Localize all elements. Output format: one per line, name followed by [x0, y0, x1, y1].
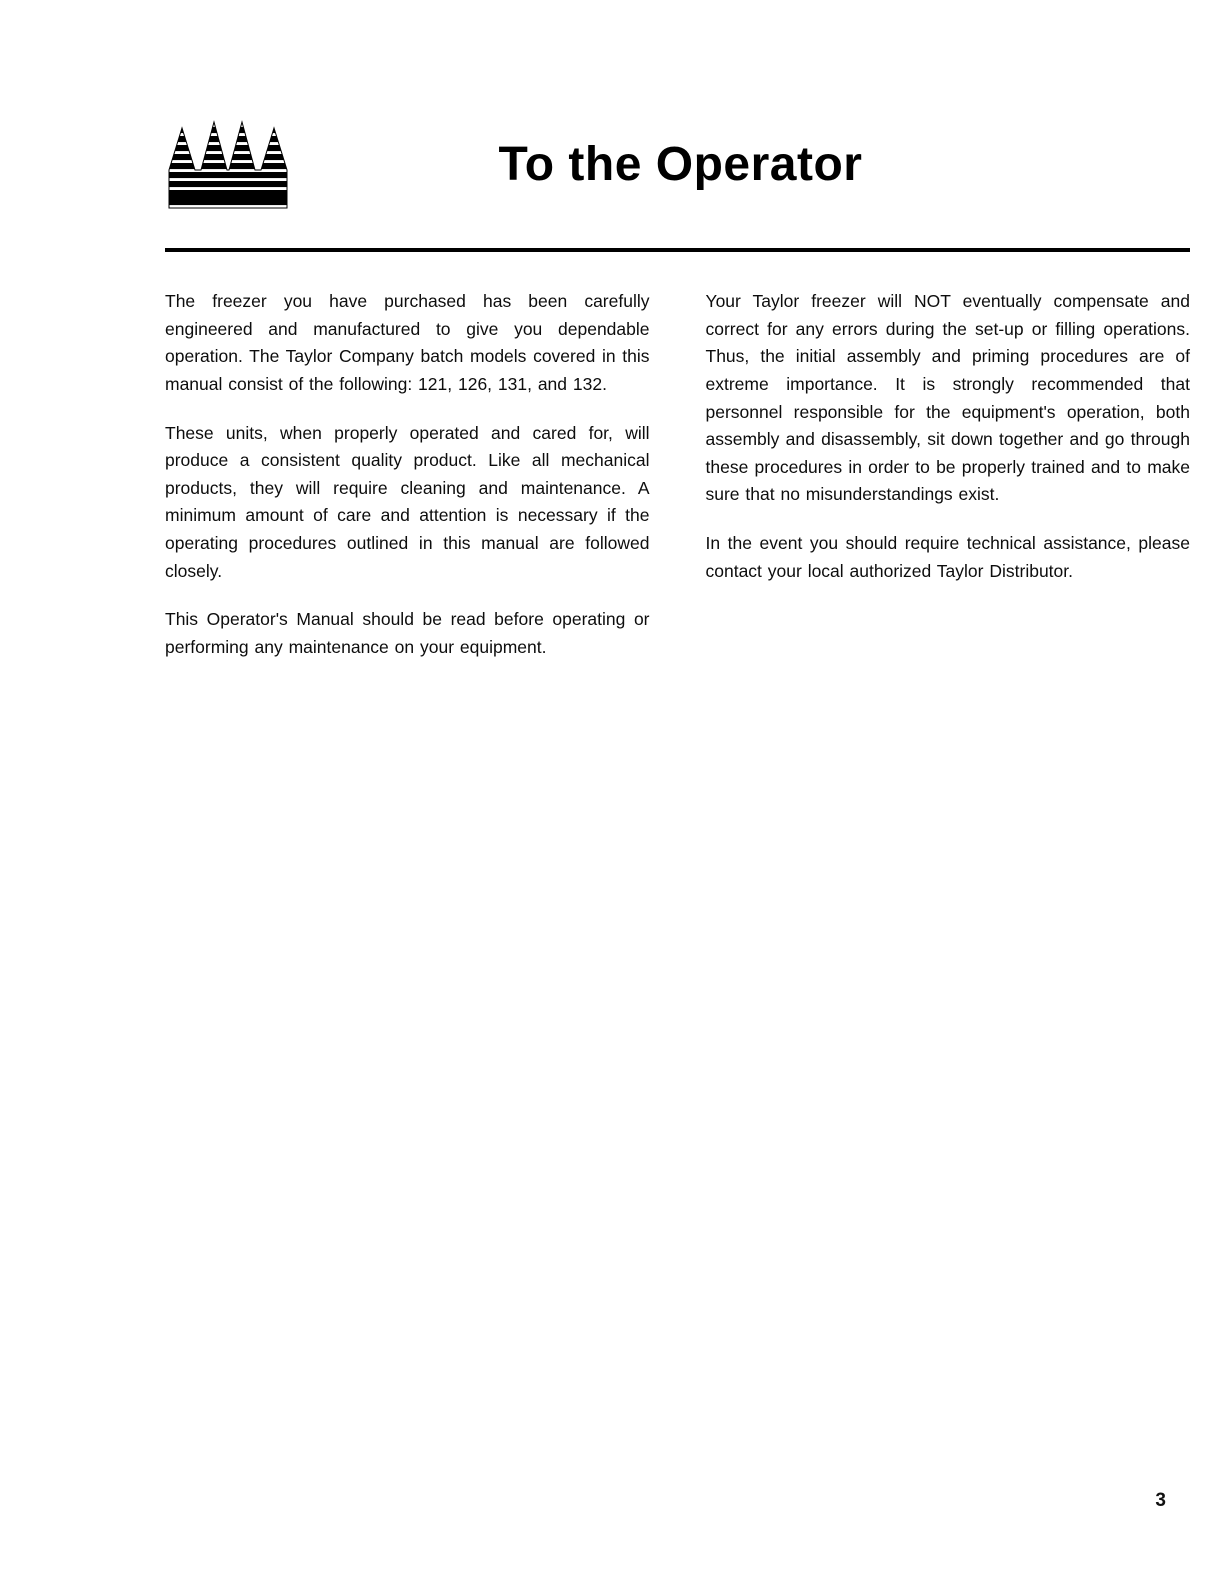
- paragraph: In the event you should require technical assistance, please contact your local authorized Taylor Distributor.: [705, 533, 1190, 581]
- left-column: [165, 288, 650, 683]
- taylor-crown-logo-icon: [165, 118, 291, 210]
- page-number: 3: [1155, 1490, 1166, 1511]
- body-columns: [165, 288, 1190, 683]
- header-divider: [165, 248, 1190, 252]
- title-wrap: [291, 137, 1190, 192]
- paragraph: The freezer you have purchased has been carefully engineered and manufactured to give you dependable operation. The Taylor Company batch models covered in this manual consist of the following: 121, 126, 131, and 132.: [165, 291, 650, 394]
- page-title: To the Operator: [498, 137, 863, 191]
- paragraph: This Operator's Manual should be read before operating or performing any maintenance on your equipment.: [165, 609, 650, 658]
- paragraph: These units, when properly operated and cared for, will produce a consistent quality product. Like all mechanical products, they will require cleaning and maintenance. A minimum amount of care and attention is necessary if the operating procedures outlined in this manual are followed closely.: [165, 422, 650, 581]
- paragraph: Your Taylor freezer will NOT eventually compensate and correct for any errors during the set-up or filling operations. Thus, the initial assembly and priming procedures are of extreme importance. It is strongly recommended that personnel responsible for the equipment's operation, both assembly and disassembly, sit down together and go through these procedures in order to be properly trained and to make sure that no misunderstandings exist.: [705, 291, 1190, 505]
- page-header: [165, 118, 1190, 210]
- right-column: [706, 288, 1191, 683]
